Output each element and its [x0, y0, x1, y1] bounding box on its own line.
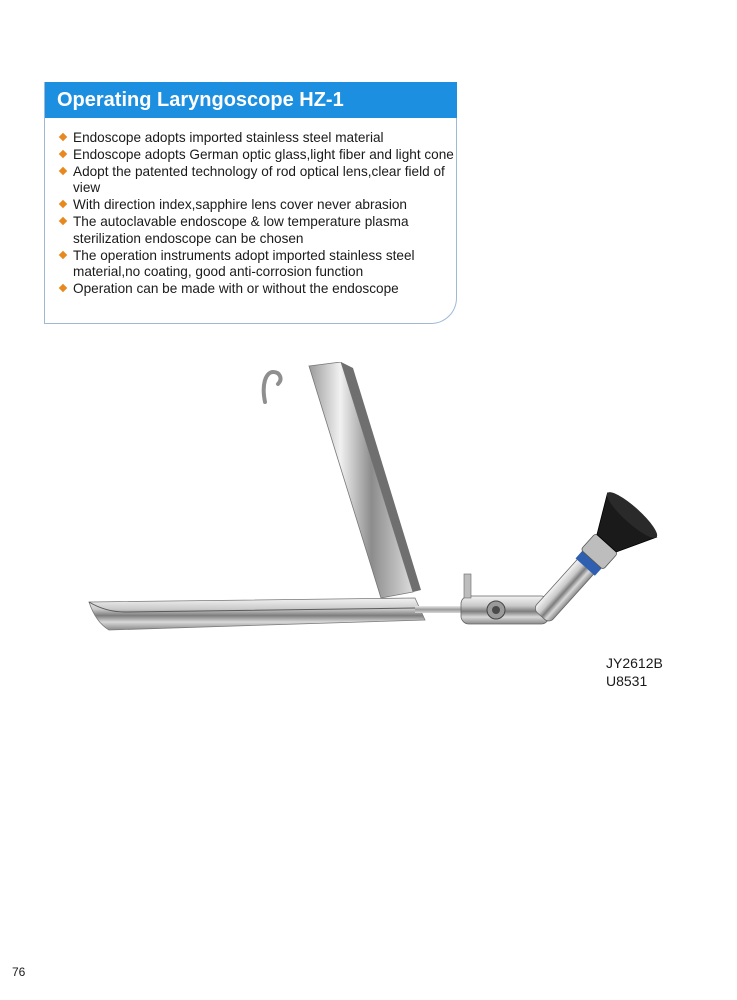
feature-item [59, 281, 455, 298]
feature-item [59, 147, 455, 164]
feature-list [59, 130, 455, 298]
diamond-bullet-icon [59, 284, 67, 292]
page-title: Operating Laryngoscope HZ-1 [57, 89, 344, 111]
feature-panel [44, 82, 457, 324]
diamond-bullet-icon [59, 150, 67, 158]
feature-text: Endoscope adopts German optic glass,light fiber and light cone [73, 146, 454, 162]
feature-text: Operation can be made with or without the endoscope [73, 281, 399, 297]
product-code: JY2612B [606, 655, 663, 671]
feature-text: Adopt the patented technology of rod optical lens,clear field of view [73, 163, 445, 196]
feature-item [59, 130, 455, 147]
product-code: U8531 [606, 673, 648, 689]
feature-item [59, 214, 455, 248]
feature-item [59, 248, 455, 282]
diamond-bullet-icon [59, 217, 67, 225]
diamond-bullet-icon [59, 133, 67, 141]
diamond-bullet-icon [59, 166, 67, 174]
title-bar [45, 82, 457, 118]
endoscope-rod [415, 606, 467, 613]
feature-text: With direction index,sapphire lens cover never abrasion [73, 197, 407, 213]
laryngoscope-image [85, 362, 660, 637]
clamp-screw-hole [492, 606, 500, 614]
feature-text: Endoscope adopts imported stainless steel material [73, 130, 384, 145]
feature-text: The operation instruments adopt imported stainless steel material,no coating, good anti-corrosion function [73, 247, 415, 280]
diamond-bullet-icon [59, 250, 67, 258]
lower-blade [89, 598, 425, 630]
diamond-bullet-icon [59, 200, 67, 208]
feature-item [59, 197, 455, 214]
page-number: 76 [12, 965, 26, 979]
feature-text: The autoclavable endoscope & low temperature plasma sterilization endoscope can be chosen [73, 213, 409, 246]
clamp-post [464, 574, 471, 598]
product-codes [606, 654, 663, 690]
feature-item [59, 164, 455, 198]
hook [264, 372, 281, 402]
